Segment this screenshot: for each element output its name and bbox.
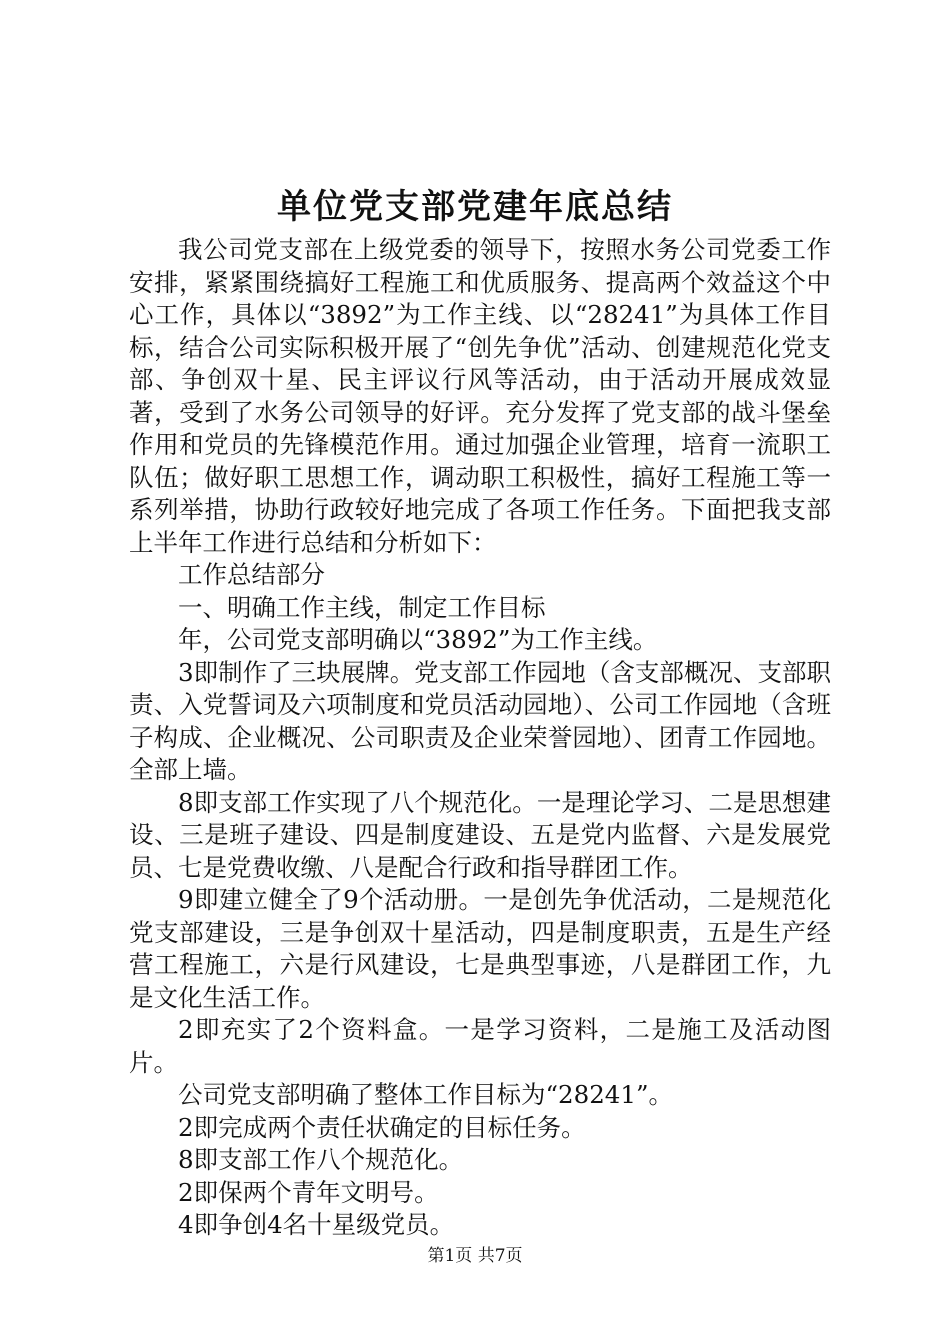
paragraph: 8即支部工作实现了八个规范化。一是理论学习、二是思想建设、三是班子建设、四是制度建设、五是党内监督、六是发展党员、七是党费收缴、八是配合行政和指导群团工作。 [129,787,831,882]
paragraph: 2即保两个青年文明号。 [178,1177,439,1207]
paragraph: 3即制作了三块展牌。党支部工作园地（含支部概况、支部职责、入党誓词及六项制度和党员活动园地）、公司工作园地（含班子构成、企业概况、公司职责及企业荣誉园地）、团青工作园地。全部上墙。 [129,657,831,784]
paragraph: 公司党支部明确了整体工作目标为“28241”。 [178,1080,673,1109]
paragraph: 2即完成两个责任状确定的目标任务。 [178,1112,586,1142]
section-subheading: 一、明确工作主线，制定工作目标 [178,592,546,622]
paragraph: 2即充实了2个资料盒。一是学习资料，二是施工及活动图片。 [129,1015,831,1077]
document-title: 单位党支部党建年底总结 [277,187,673,227]
paragraph: 9即建立健全了9个活动册。一是创先争优活动，二是规范化党支部建设，三是争创双十星活动，四是制度职责，五是生产经营工程施工，六是行风建设，七是典型事迹，八是群团工作，九是文化生活工作。 [129,885,831,1012]
paragraph: 8即支部工作八个规范化。 [178,1145,464,1174]
document-body [129,234,831,1242]
page-footer: 第1页 共7页 [427,1246,523,1266]
section-heading: 工作总结部分 [178,560,325,589]
paragraph: 4即争创4名十星级党员。 [178,1210,455,1239]
paragraph: 年，公司党支部明确以“3892”为工作主线。 [178,625,658,654]
paragraph-intro: 我公司党支部在上级党委的领导下，按照水务公司党委工作安排，紧紧围绕搞好工程施工和优质服务、提高两个效益这个中心工作，具体以“3892”为工作主线、以“28241”为具体工作目标，结合公司实际积极开展了“创先争优”活动、创建规范化党支部、争创双十星、民主评议行风等活动，由于活动开展成效显著，受到了水务公司领导的好评。充分发挥了党支部的战斗堡垒作用和党员的先锋模范作用。通过加强企业管理，培育一流职工队伍；做好职工思想工作，调动职工积极性，搞好工程施工等一系列举措，协助行政较好地完成了各项工作任务。下面把我支部上半年工作进行总结和分析如下： [129,235,831,557]
